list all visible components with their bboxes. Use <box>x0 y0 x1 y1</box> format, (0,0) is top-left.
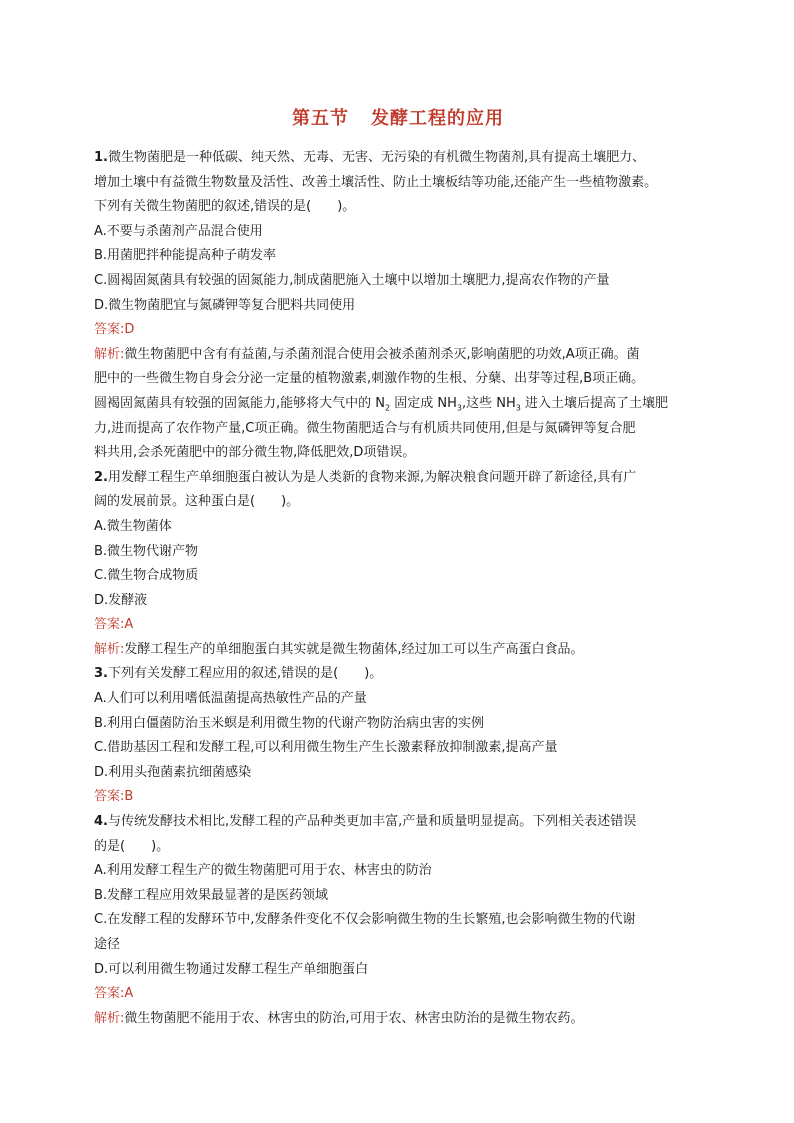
option-c: C.借助基因工程和发酵工程,可以利用微生物生产生长激素释放抑制激素,提高产量 <box>94 740 558 756</box>
analysis-text: ,这些 NH <box>461 395 516 411</box>
analysis-line <box>94 343 702 368</box>
option-b: B.微生物代谢产物 <box>94 543 199 559</box>
analysis-text: 圆褐固氮菌具有较强的固氮能力,能够将大气中的 N <box>94 395 385 411</box>
answer-row <box>94 982 702 1007</box>
analysis-text: 固定成 NH <box>390 395 457 411</box>
answer-value: B <box>124 789 134 805</box>
question-stem <box>94 662 702 687</box>
question-number: 1. <box>94 150 108 165</box>
stem-text: 用发酵工程生产单细胞蛋白被认为是人类新的食物来源,为解决粮食问题开辟了新途径,具有广 <box>107 469 637 485</box>
analysis-label: 解析: <box>94 641 125 657</box>
analysis-line: 力,进而提高了农作物产量,C项正确。微生物菌肥适合与有机质共同使用,但是与氮磷钾等复合肥 <box>94 420 636 436</box>
page-title <box>94 106 702 132</box>
analysis-text: 微生物菌肥中含有有益菌,与杀菌剂混合使用会被杀菌剂杀灭,影响菌肥的功效,A项正确。菌 <box>124 346 640 362</box>
answer-value: A <box>124 617 134 633</box>
analysis-line <box>94 638 702 663</box>
question-stem <box>94 146 702 171</box>
option-c: C.微生物合成物质 <box>94 568 199 584</box>
option-d: D.利用头孢菌素抗细菌感染 <box>94 764 252 780</box>
option-d: D.可以利用微生物通过发酵工程生产单细胞蛋白 <box>94 961 369 977</box>
option-b: B.利用白僵菌防治玉米螟是利用微生物的代谢产物防治病虫害的实例 <box>94 715 485 731</box>
question-number: 3. <box>94 666 108 682</box>
option-b: B.发酵工程应用效果最显著的是医药领域 <box>94 887 329 903</box>
option-c-continued: 途径 <box>94 937 121 952</box>
option-a: A.微生物菌体 <box>94 518 172 534</box>
option-b: B.用菌肥拌种能提高种子萌发率 <box>94 248 277 264</box>
question-stem <box>94 810 702 835</box>
question-number: 4. <box>94 814 108 830</box>
analysis-label: 解析: <box>94 1010 125 1026</box>
analysis-text: 微生物菌肥不能用于农、林害虫的防治,可用于农、林害虫防治的是微生物农药。 <box>124 1010 584 1026</box>
analysis-block <box>94 343 702 466</box>
question-4 <box>94 810 702 1031</box>
question-1 <box>94 146 702 466</box>
option-c: C.圆褐固氮菌具有较强的固氮能力,制成菌肥施入土壤中以增加土壤肥力,提高农作物的产量 <box>94 272 610 288</box>
subscript: 3 <box>515 403 521 413</box>
answer-row <box>94 785 702 810</box>
answer-row <box>94 318 702 343</box>
stem-text: 与传统发酵技术相比,发酵工程的产品种类更加丰富,产量和质量明显提高。下列相关表述错误 <box>107 814 637 830</box>
answer-label: 答案: <box>94 789 125 805</box>
stem-text: 微生物菌肥是一种低碳、纯天然、无毒、无害、无污染的有机微生物菌剂,具有提高土壤肥力、 <box>107 150 646 165</box>
analysis-label: 解析: <box>94 346 125 362</box>
analysis-text: 进入土壤后提高了土壤肥 <box>520 395 668 411</box>
option-d: D.微生物菌肥宜与氮磷钾等复合肥料共同使用 <box>94 297 356 313</box>
stem-text: 下列有关发酵工程应用的叙述,错误的是( )。 <box>107 666 383 682</box>
option-d: D.发酵液 <box>94 592 148 608</box>
answer-row <box>94 613 702 638</box>
stem-text: 的是( )。 <box>94 838 170 854</box>
title-topic: 发酵工程的应用 <box>371 108 504 129</box>
analysis-line <box>94 1007 702 1032</box>
subscript: 3 <box>456 403 462 413</box>
stem-text: 阔的发展前景。这种蛋白是( )。 <box>94 494 300 510</box>
analysis-text: 发酵工程生产的单细胞蛋白其实就是微生物菌体,经过加工可以生产高蛋白食品。 <box>124 641 584 657</box>
stem-text: 增加土壤中有益微生物数量及活性、改善土壤活性、防止土壤板结等功能,还能产生一些植物激素。 <box>94 174 658 190</box>
answer-label: 答案: <box>94 617 125 633</box>
answer-label: 答案: <box>94 322 125 338</box>
question-2 <box>94 466 702 663</box>
answer-label: 答案: <box>94 986 125 1002</box>
answer-value: A <box>124 986 134 1002</box>
analysis-line: 料共用,会杀死菌肥中的部分微生物,降低肥效,D项错误。 <box>94 445 416 461</box>
option-c: C.在发酵工程的发酵环节中,发酵条件变化不仅会影响微生物的生长繁殖,也会影响微生物的代谢 <box>94 912 636 928</box>
answer-value: D <box>124 322 135 338</box>
option-a: A.利用发酵工程生产的微生物菌肥可用于农、林害虫的防治 <box>94 863 432 879</box>
question-stem <box>94 466 702 491</box>
stem-text: 下列有关微生物菌肥的叙述,错误的是( )。 <box>94 199 356 215</box>
option-a: A.不要与杀菌剂产品混合使用 <box>94 223 263 239</box>
analysis-line <box>94 392 702 417</box>
option-a: A.人们可以利用嗜低温菌提高热敏性产品的产量 <box>94 691 367 707</box>
question-number: 2. <box>94 469 108 485</box>
question-3 <box>94 662 702 810</box>
subscript: 2 <box>385 403 391 413</box>
analysis-line: 肥中的一些微生物自身会分泌一定量的植物激素,刺激作物的生根、分蘖、出芽等过程,B项正确。 <box>94 371 645 387</box>
title-section: 第五节 <box>292 108 349 129</box>
